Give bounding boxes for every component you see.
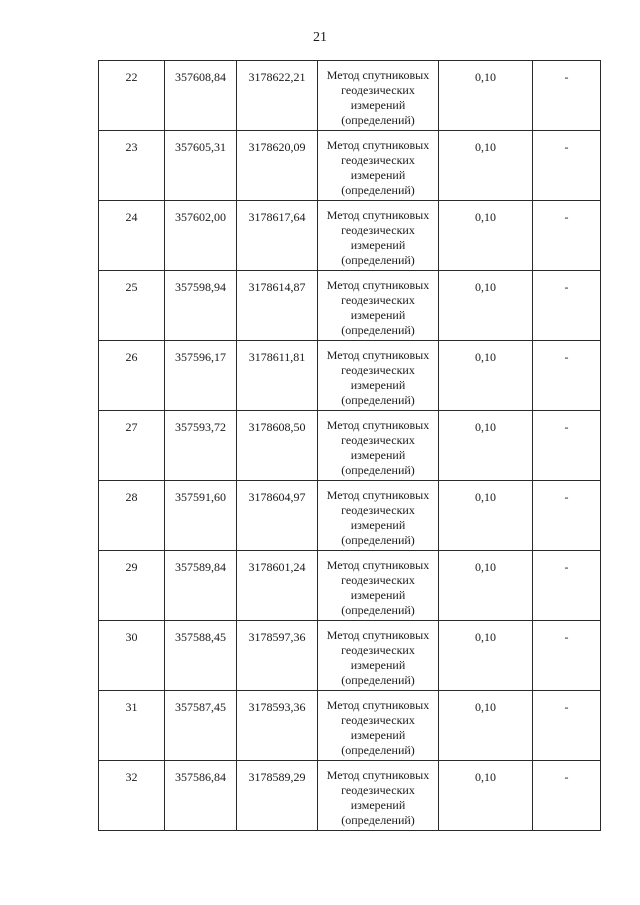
x-coordinate-cell: 357596,17: [165, 341, 237, 411]
method-line: (определений): [341, 603, 415, 617]
accuracy-cell: 0,10: [439, 271, 533, 341]
method-line: геодезических: [341, 573, 415, 587]
accuracy-cell: 0,10: [439, 691, 533, 761]
table-row: [99, 551, 601, 621]
method-line: Метод спутниковых: [326, 348, 430, 362]
description-cell: -: [533, 691, 601, 761]
method-cell: [318, 551, 439, 621]
method-line: (определений): [341, 253, 415, 267]
method-line: измерений: [350, 378, 406, 392]
method-line: геодезических: [341, 713, 415, 727]
y-coordinate-cell: 3178597,36: [237, 621, 318, 691]
y-coordinate-cell: 3178620,09: [237, 131, 318, 201]
y-coordinate-cell: 3178617,64: [237, 201, 318, 271]
description-cell: -: [533, 411, 601, 481]
method-line: Метод спутниковых: [326, 278, 430, 292]
method-line: Метод спутниковых: [326, 698, 430, 712]
x-coordinate-cell: 357589,84: [165, 551, 237, 621]
x-coordinate-cell: 357591,60: [165, 481, 237, 551]
method-line: геодезических: [341, 433, 415, 447]
table-row: [99, 201, 601, 271]
method-cell: [318, 341, 439, 411]
accuracy-cell: 0,10: [439, 201, 533, 271]
y-coordinate-cell: 3178593,36: [237, 691, 318, 761]
y-coordinate-cell: 3178589,29: [237, 761, 318, 831]
accuracy-cell: 0,10: [439, 551, 533, 621]
point-number-cell: 25: [99, 271, 165, 341]
x-coordinate-cell: 357605,31: [165, 131, 237, 201]
point-number-cell: 31: [99, 691, 165, 761]
method-cell: [318, 201, 439, 271]
method-line: геодезических: [341, 223, 415, 237]
description-cell: -: [533, 761, 601, 831]
accuracy-cell: 0,10: [439, 341, 533, 411]
method-line: измерений: [350, 518, 406, 532]
description-cell: -: [533, 61, 601, 131]
method-line: измерений: [350, 588, 406, 602]
y-coordinate-cell: 3178604,97: [237, 481, 318, 551]
y-coordinate-cell: 3178622,21: [237, 61, 318, 131]
page-number: 21: [313, 30, 327, 45]
coordinates-table: [98, 60, 601, 831]
method-line: геодезических: [341, 293, 415, 307]
accuracy-cell: 0,10: [439, 621, 533, 691]
accuracy-cell: 0,10: [439, 761, 533, 831]
method-cell: [318, 411, 439, 481]
method-line: (определений): [341, 533, 415, 547]
method-line: Метод спутниковых: [326, 628, 430, 642]
table-row: [99, 761, 601, 831]
method-cell: [318, 481, 439, 551]
method-line: геодезических: [341, 363, 415, 377]
accuracy-cell: 0,10: [439, 411, 533, 481]
point-number-cell: 30: [99, 621, 165, 691]
method-line: Метод спутниковых: [326, 68, 430, 82]
x-coordinate-cell: 357598,94: [165, 271, 237, 341]
method-line: геодезических: [341, 153, 415, 167]
coordinates-table-body: [99, 61, 601, 831]
point-number-cell: 24: [99, 201, 165, 271]
method-line: (определений): [341, 113, 415, 127]
table-row: [99, 271, 601, 341]
x-coordinate-cell: 357587,45: [165, 691, 237, 761]
method-line: Метод спутниковых: [326, 558, 430, 572]
method-cell: [318, 131, 439, 201]
description-cell: -: [533, 621, 601, 691]
description-cell: -: [533, 131, 601, 201]
table-row: [99, 691, 601, 761]
x-coordinate-cell: 357586,84: [165, 761, 237, 831]
table-row: [99, 61, 601, 131]
method-line: геодезических: [341, 783, 415, 797]
method-line: измерений: [350, 308, 406, 322]
x-coordinate-cell: 357608,84: [165, 61, 237, 131]
point-number-cell: 29: [99, 551, 165, 621]
method-line: (определений): [341, 743, 415, 757]
accuracy-cell: 0,10: [439, 481, 533, 551]
method-line: (определений): [341, 393, 415, 407]
method-line: геодезических: [341, 83, 415, 97]
method-line: геодезических: [341, 643, 415, 657]
point-number-cell: 26: [99, 341, 165, 411]
method-line: измерений: [350, 728, 406, 742]
method-line: Метод спутниковых: [326, 768, 430, 782]
y-coordinate-cell: 3178601,24: [237, 551, 318, 621]
y-coordinate-cell: 3178608,50: [237, 411, 318, 481]
point-number-cell: 27: [99, 411, 165, 481]
method-cell: [318, 61, 439, 131]
method-line: измерений: [350, 658, 406, 672]
y-coordinate-cell: 3178614,87: [237, 271, 318, 341]
method-line: измерений: [350, 168, 406, 182]
point-number-cell: 22: [99, 61, 165, 131]
method-cell: [318, 271, 439, 341]
method-line: измерений: [350, 798, 406, 812]
method-line: (определений): [341, 463, 415, 477]
x-coordinate-cell: 357593,72: [165, 411, 237, 481]
description-cell: -: [533, 341, 601, 411]
point-number-cell: 32: [99, 761, 165, 831]
method-line: (определений): [341, 323, 415, 337]
table-row: [99, 411, 601, 481]
method-cell: [318, 761, 439, 831]
method-line: Метод спутниковых: [326, 208, 430, 222]
point-number-cell: 23: [99, 131, 165, 201]
method-line: Метод спутниковых: [326, 488, 430, 502]
x-coordinate-cell: 357602,00: [165, 201, 237, 271]
method-cell: [318, 621, 439, 691]
method-line: измерений: [350, 238, 406, 252]
description-cell: -: [533, 271, 601, 341]
accuracy-cell: 0,10: [439, 61, 533, 131]
x-coordinate-cell: 357588,45: [165, 621, 237, 691]
table-row: [99, 621, 601, 691]
method-cell: [318, 691, 439, 761]
method-line: измерений: [350, 448, 406, 462]
method-line: (определений): [341, 813, 415, 827]
method-line: (определений): [341, 673, 415, 687]
method-line: (определений): [341, 183, 415, 197]
description-cell: -: [533, 201, 601, 271]
method-line: Метод спутниковых: [326, 138, 430, 152]
point-number-cell: 28: [99, 481, 165, 551]
y-coordinate-cell: 3178611,81: [237, 341, 318, 411]
table-row: [99, 131, 601, 201]
accuracy-cell: 0,10: [439, 131, 533, 201]
method-line: измерений: [350, 98, 406, 112]
description-cell: -: [533, 481, 601, 551]
method-line: геодезических: [341, 503, 415, 517]
method-line: Метод спутниковых: [326, 418, 430, 432]
table-row: [99, 341, 601, 411]
table-row: [99, 481, 601, 551]
description-cell: -: [533, 551, 601, 621]
